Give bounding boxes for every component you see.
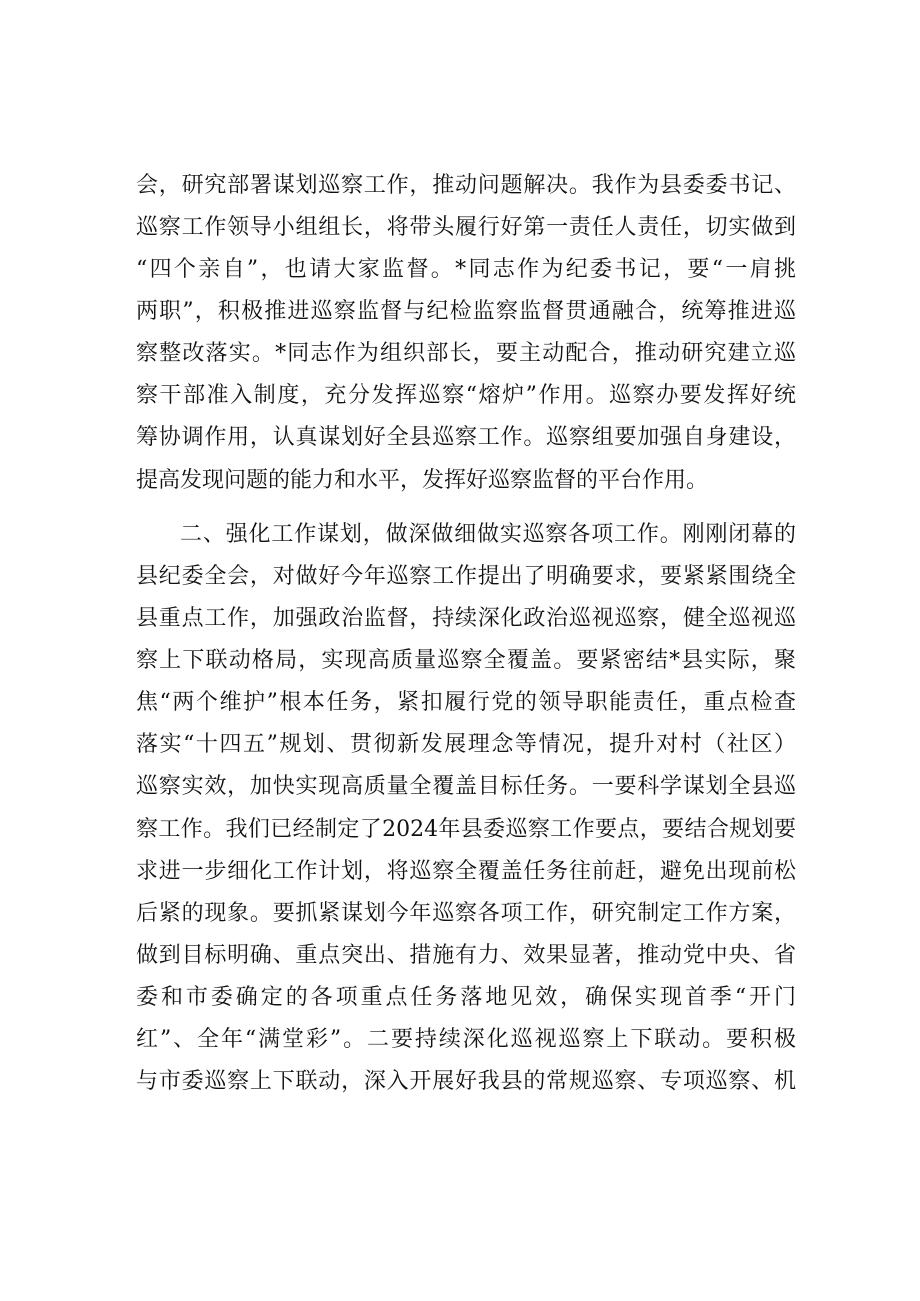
text-line: 察干部准入制度，充分发挥巡察“熔炉”作用。巡察办要发挥好统 — [136, 383, 796, 408]
text-line: 巡察工作领导小组组长，将带头履行好第一责任人责任，切实做到 — [136, 215, 796, 240]
text-line: 巡察实效，加快实现高质量全覆盖目标任务。一要科学谋划全县巡 — [136, 774, 796, 799]
text-line: 县重点工作，加强政治监督，持续深化政治巡视巡察，健全巡视巡 — [136, 606, 796, 631]
text-line: 求进一步细化工作计划，将巡察全覆盖任务往前赶，避免出现前松 — [136, 859, 796, 884]
text-line: 察工作。我们已经制定了2024年县委巡察工作要点，要结合规划要 — [136, 817, 796, 842]
text-line: 会，研究部署谋划巡察工作，推动问题解决。我作为县委委书记、 — [136, 173, 796, 198]
text-line: 筹协调作用，认真谋划好全县巡察工作。巡察组要加强自身建设， — [136, 425, 796, 450]
text-line: 后紧的现象。要抓紧谋划今年巡察各项工作，研究制定工作方案， — [136, 901, 796, 926]
text-line: 与市委巡察上下联动，深入开展好我县的常规巡察、专项巡察、机 — [136, 1069, 796, 1094]
text-line: 察整改落实。*同志作为组织部长，要主动配合，推动研究建立巡 — [136, 341, 796, 366]
text-line: 委和市委确定的各项重点任务落地见效，确保实现首季“开门 — [136, 985, 796, 1010]
text-line: 落实“十四五”规划、贯彻新发展理念等情况，提升对村（社区） — [136, 732, 796, 757]
text-line: 做到目标明确、重点突出、措施有力、效果显著，推动党中央、省 — [136, 943, 796, 968]
text-line: 提高发现问题的能力和水平，发挥好巡察监督的平台作用。 — [136, 468, 709, 493]
text-line: 焦“两个维护”根本任务，紧扣履行党的领导职能责任，重点检查 — [136, 690, 796, 715]
text-line: “四个亲自”，也请大家监督。*同志作为纪委书记，要“一肩挑 — [136, 257, 796, 282]
text-line: 县纪委全会，对做好今年巡察工作提出了明确要求，要紧紧围绕全 — [136, 564, 796, 589]
paragraph-heading-line: 二、强化工作谋划，做深做细做实巡察各项工作。刚刚闭幕的 — [180, 522, 796, 547]
text-line: 两职”，积极推进巡察监督与纪检监察监督贯通融合，统筹推进巡 — [136, 299, 796, 324]
text-line: 察上下联动格局，实现高质量巡察全覆盖。要紧密结*县实际，聚 — [136, 648, 796, 673]
text-line: 红”、全年“满堂彩”。二要持续深化巡视巡察上下联动。要积极 — [136, 1027, 796, 1052]
